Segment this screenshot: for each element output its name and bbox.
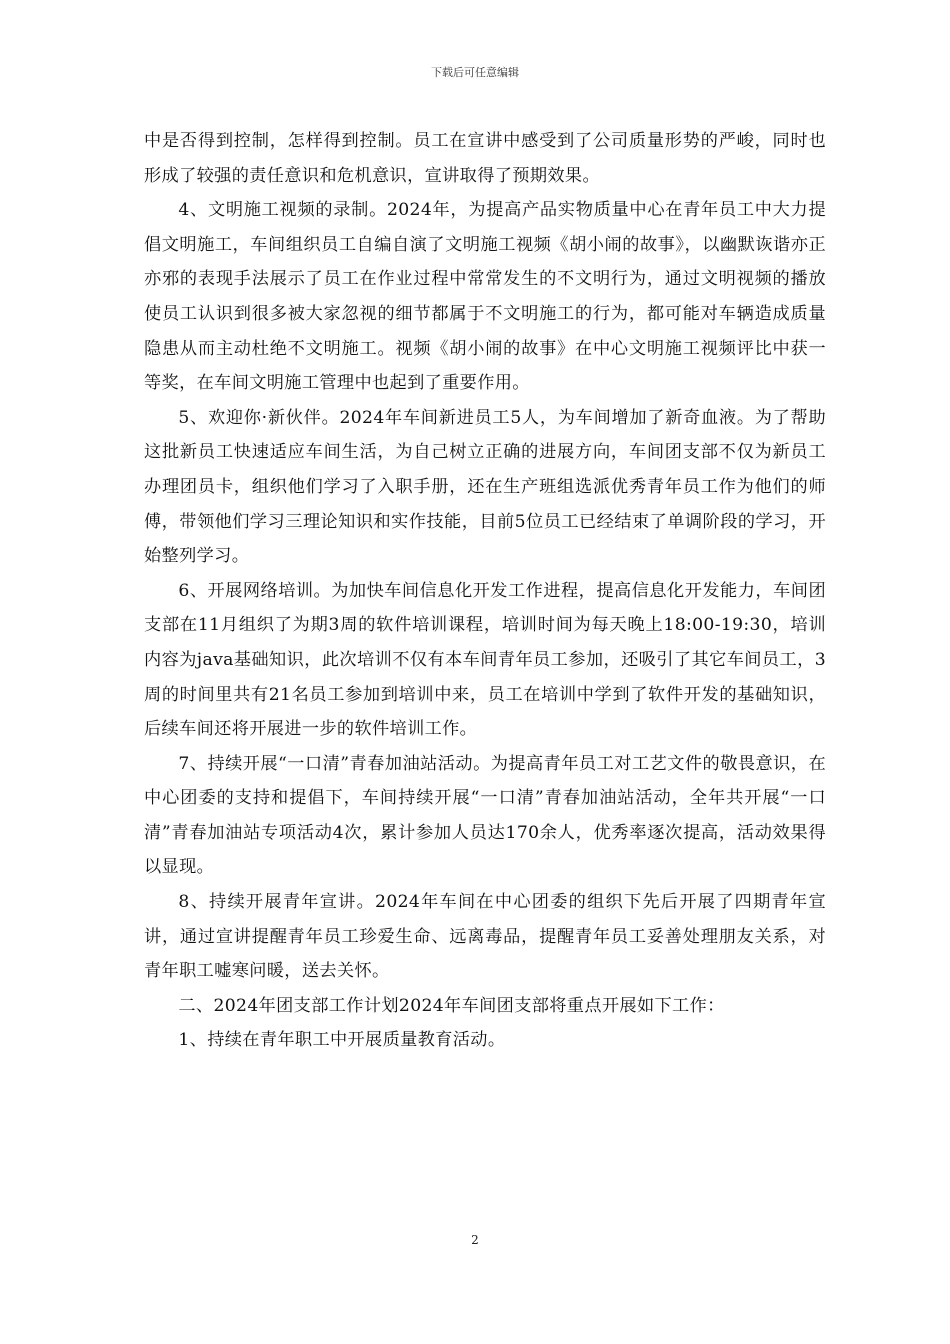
section-heading-work-plan: 二、2024年团支部工作计划2024年车间团支部将重点开展如下工作： — [178, 995, 725, 1016]
paragraph-item-7: 7、持续开展“一口清”青春加油站活动。为提高青年员工对工艺文件的敬畏意识，在中心团委的支持和提倡下，车间持续开展“一口清”青春加油站活动，全年共开展“一口清”青春加油站专项活动4次，累计参加人员达170余人，优秀率逐次提高，活动效果得以显现。 — [144, 753, 826, 878]
document-body — [144, 124, 826, 1058]
paragraph-item-6: 6、开展网络培训。为加快车间信息化开发工作进程，提高信息化开发能力，车间团支部在11月组织了为期3周的软件培训课程，培训时间为每天晚上18:00-19:30，培训内容为java基础知识，此次培训不仅有本车间青年员工参加，还吸引了其它车间员工，3周的时间里共有21名员工参加到培训中来，员工在培训中学到了软件开发的基础知识，后续车间还将开展进一步的软件培训工作。 — [144, 580, 826, 740]
paragraph-item-4: 4、文明施工视频的录制。2024年，为提高产品实物质量中心在青年员工中大力提倡文明施工，车间组织员工自编自演了文明施工视频《胡小闹的故事》，以幽默诙谐亦正亦邪的表现手法展示了员工在作业过程中常常发生的不文明行为，通过文明视频的播放使员工认识到很多被大家忽视的细节都属于不文明施工的行为，都可能对车辆造成质量隐患从而主动杜绝不文明施工。视频《胡小闹的故事》在中心文明施工视频评比中获一等奖，在车间文明施工管理中也起到了重要作用。 — [144, 200, 826, 394]
paragraph-item-5: 5、欢迎你·新伙伴。2024年车间新进员工5人，为车间增加了新奇血液。为了帮助这批新员工快速适应车间生活，为自己树立正确的进展方向，车间团支部不仅为新员工办理团员卡，组织他们学习了入职手册，还在生产班组选派优秀青年员工作为他们的师傅，带领他们学习三理论知识和实作技能，目前5位员工已经结束了单调阶段的学习，开始整列学习。 — [144, 407, 826, 567]
paragraph-continuation: 中是否得到控制，怎样得到控制。员工在宣讲中感受到了公司质量形势的严峻，同时也形成了较强的责任意识和危机意识，宣讲取得了预期效果。 — [144, 131, 826, 186]
page-number: 2 — [471, 1233, 479, 1247]
paragraph-item-8: 8、持续开展青年宣讲。2024年车间在中心团委的组织下先后开展了四期青年宣讲，通过宣讲提醒青年员工珍爱生命、远离毒品，提醒青年员工妥善处理朋友关系，对青年职工嘘寒问暖，送去关怀。 — [144, 892, 826, 982]
paragraph-plan-item-1: 1、持续在青年职工中开展质量教育活动。 — [178, 1030, 506, 1051]
page-header: 下载后可任意编辑 — [431, 66, 519, 79]
